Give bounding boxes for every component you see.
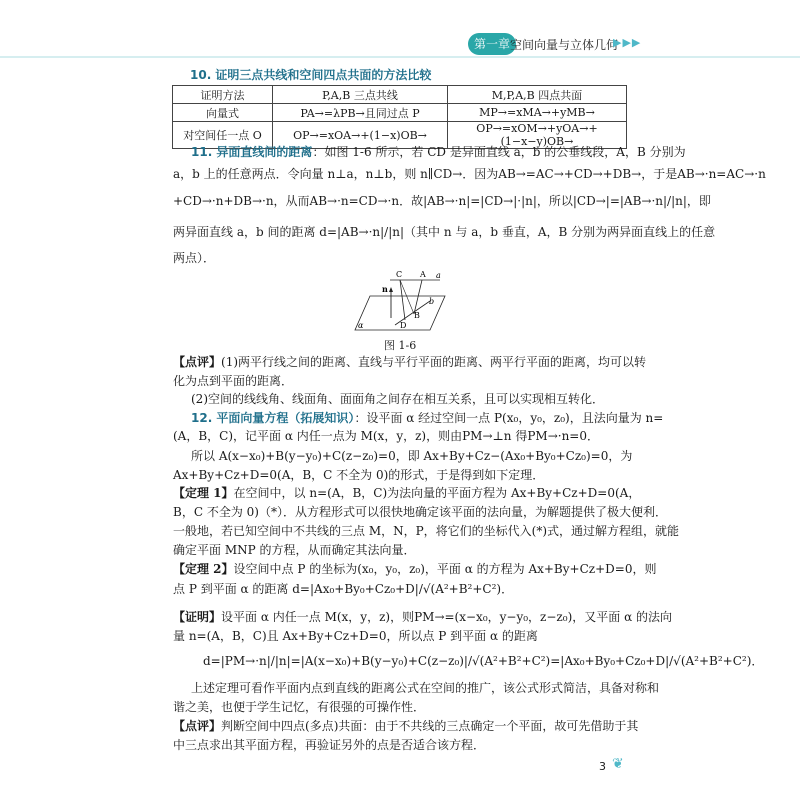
section-11-text: ：如图 1-6 所示，若 CD 是异面直线 a，b 的公垂线段，A，B 分别为 [312, 145, 686, 159]
page-number: 3 [599, 760, 606, 773]
proof-text: 设平面 α 内任一点 M(x，y，z)，则PM→=(x−x₀，y−y₀，z−z₀)，又平面 α 的法向 [221, 610, 672, 624]
section-10-title: 10. 证明三点共线和空间四点共面的方法比较 [190, 68, 432, 82]
remark-1-text: (1)两平行线之间的距离、直线与平行平面的距离、两平行平面的距离，均可以转 [221, 355, 647, 369]
header-divider [0, 56, 800, 58]
remark-1-line-2: 化为点到平面的距离． [173, 374, 294, 388]
theorem-1-line-4: 确定平面 MNP 的方程，从而确定其法向量． [173, 543, 416, 557]
remark-1-line-1 [173, 354, 647, 370]
section-11-line-2: a，b 上的任意两点．令向量 n⊥a，n⊥b，则 n∥CD→．因为AB→=AC→+CD→+DB→，于是AB→·n=AC→·n [173, 167, 766, 181]
remark-2-line-2: 中三点求出其平面方程，再验证另外的点是否适合该方程． [173, 738, 486, 752]
theorem-2-line-1 [173, 561, 657, 577]
table-header-row [173, 86, 627, 104]
remark-1-line-3: (2)空间的线线角、线面角、面面角之间存在相互关系，且可以实现相互转化． [191, 392, 605, 406]
table-header-cell: 证明方法 [173, 86, 273, 104]
proof-tag: 【证明】 [173, 610, 222, 624]
remark-2-text: 判断空间中四点(多点)共面：由于不共线的三点确定一个平面，故可先借助于其 [221, 719, 639, 733]
label-b-line: b [429, 297, 435, 306]
theorem-2-tag: 【定理 2】 [173, 562, 234, 576]
section-12-line-3: 所以 A(x−x₀)+B(y−y₀)+C(z−z₀)=0，即 Ax+By+Cz−(Ax₀+By₀+Cz₀)=0，为 [191, 449, 633, 463]
table-cell: PA→=λPB→且同过点 P [273, 104, 448, 122]
table-cell: OP→=xOA→+(1−x)OB→ [273, 122, 448, 149]
theorem-1-line-3: 一般地，若已知空间中不共线的三点 M，N，P，将它们的坐标代入(*)式，通过解方程组，就能 [173, 524, 680, 538]
section-12-text: ：设平面 α 经过空间一点 P(x₀，y₀，z₀)，且法向量为 n= [354, 411, 664, 425]
theorem-1-line-2: B，C 不全为 0)（*）．从方程形式可以很快地确定该平面的法向量，为解题提供了极大便利． [173, 505, 667, 519]
table-row [173, 104, 627, 122]
leaf-icon: ❦ [612, 756, 624, 772]
chapter-title: 空间向量与立体几何 [510, 38, 619, 52]
label-c: C [396, 270, 403, 279]
remark-1-tag: 【点评】 [173, 355, 222, 369]
theorem-1-line-1 [173, 485, 641, 501]
table-header-cell: P,A,B 三点共线 [273, 86, 448, 104]
section-11-line-5: 两点）． [173, 251, 216, 265]
section-11-line-4: 两异面直线 a，b 间的距离 d=|AB→·n|/|n|（其中 n 与 a，b 垂直，A，B 分别为两异面直线上的任意 [173, 225, 716, 239]
section-12-line-2: (A，B，C)，记平面 α 内任一点为 M(x，y，z)，则由PM→⊥n 得PM→·n=0． [173, 429, 599, 443]
theorem-2-line-2: 点 P 到平面 α 的距离 d=|Ax₀+By₀+Cz₀+D|/√(A²+B²+C²)． [173, 582, 514, 596]
label-d: D [400, 321, 407, 330]
section-11-line-1 [173, 144, 686, 160]
proof-formula: d=|PM→·n|/|n|=|A(x−x₀)+B(y−y₀)+C(z−z₀)|/√(A²+B²+C²)=|Ax₀+By₀+Cz₀+D|/√(A²+B²+C²)． [203, 654, 764, 668]
remark-2-line-1 [173, 718, 639, 734]
section-12-line-4: Ax+By+Cz+D=0(A，B，C 不全为 0)的形式，于是得到如下定理． [173, 468, 545, 482]
section-11-title: 11. 异面直线间的距离 [191, 145, 313, 159]
section-12-line-1 [173, 410, 664, 426]
figure-1-6 [350, 268, 450, 338]
table-cell: 对空间任一点 O [173, 122, 273, 149]
label-a-line: a [436, 271, 441, 280]
proof-line-5: 谐之美，也便于学生记忆，有很强的可操作性． [173, 700, 426, 714]
table-cell: MP→=xMA→+yMB→ [448, 104, 627, 122]
table-header-cell: M,P,A,B 四点共面 [448, 86, 627, 104]
label-n: n [382, 284, 388, 294]
label-a-point: A [420, 270, 426, 279]
table-cell: OP→=xOM→+yOA→+(1−x−y)OB→ [448, 122, 627, 149]
remark-2-tag: 【点评】 [173, 719, 222, 733]
theorem-1-text: 在空间中，以 n=(A，B，C)为法向量的平面方程为 Ax+By+Cz+D=0(A， [233, 486, 641, 500]
arrow-icon [389, 287, 393, 292]
section-12-title: 12. 平面向量方程（拓展知识） [191, 411, 355, 425]
page-header [0, 0, 800, 62]
proof-line-2: 量 n=(A，B，C)且 Ax+By+Cz+D=0，所以点 P 到平面 α 的距离 [173, 629, 538, 643]
arrow-decoration-icon: ▶▶▶ [613, 36, 642, 49]
figure-caption: 图 1-6 [384, 339, 417, 352]
label-alpha: α [358, 321, 364, 330]
theorem-1-tag: 【定理 1】 [173, 486, 234, 500]
proof-line-1 [173, 609, 672, 625]
label-b-point: B [414, 311, 420, 320]
table-cell: 向量式 [173, 104, 273, 122]
theorem-2-text: 设空间中点 P 的坐标为(x₀，y₀，z₀)，平面 α 的方程为 Ax+By+Cz+D=0，则 [233, 562, 657, 576]
comparison-table [172, 85, 627, 149]
chapter-badge: 第一章 [468, 33, 516, 55]
proof-line-4: 上述定理可看作平面内点到直线的距离公式在空间的推广，该公式形式简洁，具备对称和 [191, 681, 660, 695]
section-11-line-3: +CD→·n+DB→·n，从而AB→·n=CD→·n．故|AB→·n|=|CD→|·|n|，所以|CD→|=|AB→·n|/|n|，即 [173, 194, 711, 208]
